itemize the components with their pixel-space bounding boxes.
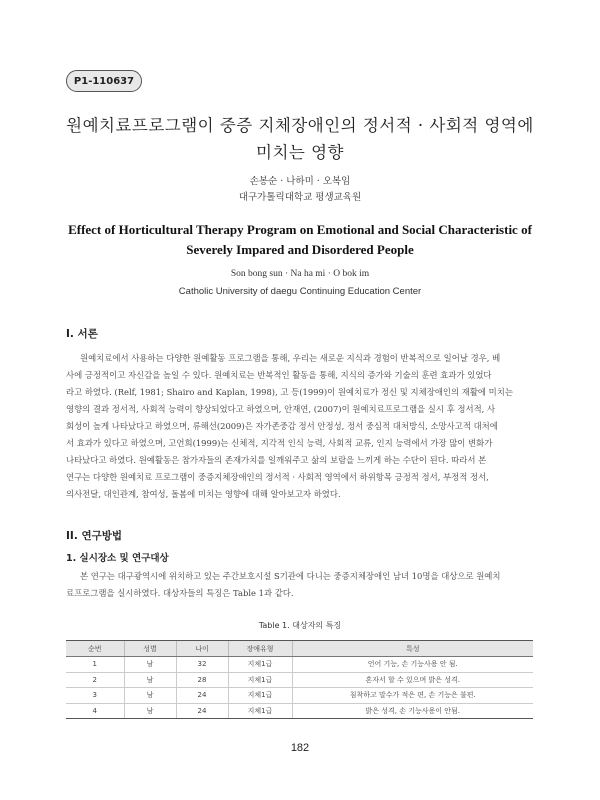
table-cell: 지체1급 <box>228 688 292 704</box>
table-cell: 지체1급 <box>228 672 292 688</box>
korean-title-line-1: 원예치료프로그램이 중증 지체장애인의 정서적 · 사회적 영역에 <box>66 116 534 135</box>
subjects-table <box>66 640 533 719</box>
table-cell: 2 <box>66 672 124 688</box>
column-header: 특성 <box>292 641 533 657</box>
intro-line: 영향의 결과 정서적, 사회적 능력이 향상되었다고 하였으며, 안재연, (2007)이 원예치료프로그램을 실시 후 정서적, 사 <box>66 404 496 414</box>
table-cell: 28 <box>176 672 228 688</box>
introduction-paragraph <box>66 350 533 503</box>
intro-line: 의사전달, 대인관계, 참여성, 돌봄에 미치는 영향에 대해 알아보고자 하였다. <box>66 489 341 499</box>
intro-line: 원예치료에서 사용하는 다양한 원예활동 프로그램을 통해, 우리는 새로운 지식과 경험이 반복적으로 일어날 경우, 베 <box>80 353 501 363</box>
table-cell: 24 <box>176 688 228 704</box>
intro-line: 회성이 높게 나타났다고 하였으며, 류해선(2009)은 자가존중감 정서 안정성, 정서 중심적 대처방식, 소망사고적 대처에 <box>66 421 498 431</box>
korean-affiliation: 대구가톨릭대학교 평생교육원 <box>238 192 362 203</box>
korean-title-line-2: 미치는 영향 <box>256 143 344 162</box>
column-header: 순번 <box>66 641 124 657</box>
location-line: 본 연구는 대구광역시에 위치하고 있는 주간보호시설 S기관에 다니는 중증지체장애인 남녀 10명을 대상으로 원예치 <box>80 571 501 581</box>
page-number: 182 <box>290 742 310 754</box>
table-cell: 밝은 성격, 손 기능사용이 안됨. <box>292 703 533 719</box>
paper-id-badge: P1-110637 <box>66 70 142 92</box>
table-cell: 남 <box>124 657 176 673</box>
table-cell: 3 <box>66 688 124 704</box>
location-paragraph <box>66 568 533 602</box>
table-row <box>66 672 533 688</box>
table-cell: 침착하고 말수가 적은 편, 손 기능은 불편. <box>292 688 533 704</box>
table-cell: 언어 기능, 손 기능사용 안 됨. <box>292 657 533 673</box>
column-header: 나이 <box>176 641 228 657</box>
english-authors-block <box>0 266 600 300</box>
subsection-heading-location: 1. 실시장소 및 연구대상 <box>66 553 169 564</box>
korean-title <box>40 112 560 166</box>
section-heading-introduction: I. 서론 <box>66 328 98 340</box>
table-cell: 32 <box>176 657 228 673</box>
intro-line: 나타났다고 하였다. 원예활동은 참가자들의 존재가치를 일깨워주고 삶의 보람을 느끼게 하는 수단이 된다. 따라서 본 <box>66 455 487 465</box>
intro-line: 라고 하였다. (Relf, 1981; Shairo and Kaplan, 1998), 고 등(1999)이 원예치료가 정신 및 지체장애인의 재활에 미치는 <box>66 387 513 397</box>
intro-line: 서 효과가 있다고 하였으며, 고언희(1999)는 신체적, 지각적 인식 능력, 사회적 교류, 인지 능력에서 가장 많이 변화가 <box>66 438 493 448</box>
table-cell: 남 <box>124 672 176 688</box>
english-title-line-1: Effect of Horticultural Therapy Program on Emotional and Social Characteristic of <box>68 222 532 237</box>
table-cell: 4 <box>66 703 124 719</box>
column-header: 성별 <box>124 641 176 657</box>
korean-authors-block <box>0 174 600 206</box>
table-cell: 혼자서 할 수 있으며 밝은 성격. <box>292 672 533 688</box>
english-authors: Son bong sun · Na ha mi · O bok im <box>230 269 370 279</box>
location-line: 료프로그램을 실시하였다. 대상자들의 특징은 Table 1과 같다. <box>66 588 294 598</box>
table-row <box>66 657 533 673</box>
table-cell: 24 <box>176 703 228 719</box>
intro-line: 연구는 다양한 원예치료 프로그램이 중증지체장애인의 정서적 · 사회적 영역에서 하위항목 긍정적 정서, 부정적 정서, <box>66 472 489 482</box>
section-heading-methods: II. 연구방법 <box>66 530 123 542</box>
english-title-line-2: Severely Impared and Disordered People <box>186 242 414 257</box>
korean-authors: 손봉순 · 나하미 · 오복임 <box>249 176 351 187</box>
table-cell: 남 <box>124 688 176 704</box>
english-title <box>60 220 540 260</box>
table-header-row <box>66 641 533 657</box>
table-cell: 1 <box>66 657 124 673</box>
column-header: 장애유형 <box>228 641 292 657</box>
table-cell: 지체1급 <box>228 703 292 719</box>
table-cell: 지체1급 <box>228 657 292 673</box>
intro-line: 사에 긍정적이고 자신감을 높일 수 있다. 원예치료는 반복적인 활동을 통해, 지식의 증가와 기술의 훈련 효과가 있었다 <box>66 370 492 380</box>
table-cell: 남 <box>124 703 176 719</box>
table-row <box>66 688 533 704</box>
english-affiliation: Catholic University of daegu Continuing Education Center <box>178 286 422 297</box>
table-row <box>66 703 533 719</box>
table-caption: Table 1. 대상자의 특징 <box>258 621 342 630</box>
